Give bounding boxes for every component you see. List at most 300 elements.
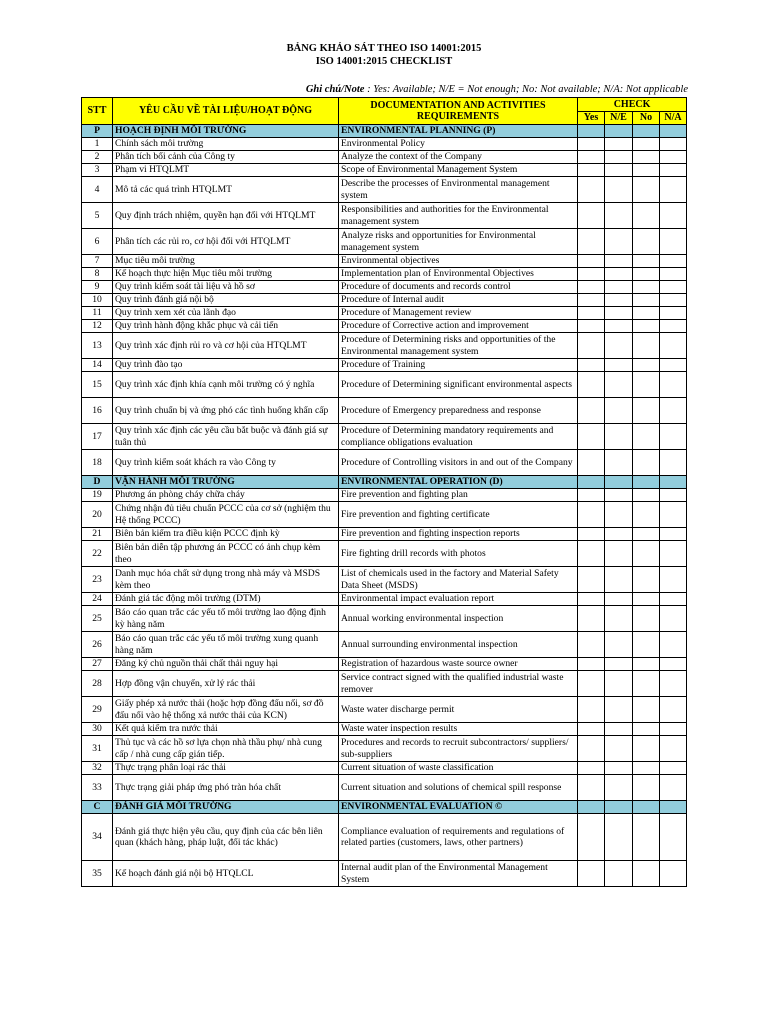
check-cell-no [633,671,660,697]
requirement-vi: HOẠCH ĐỊNH MÔI TRƯỜNG [113,125,339,138]
check-cell-yes [578,203,605,229]
row-number: 23 [82,567,113,593]
check-cell-ne [605,593,633,606]
check-cell-na [660,632,687,658]
check-cell-ne [605,203,633,229]
check-cell-no [633,164,660,177]
requirement-vi: Mục tiêu môi trường [113,255,339,268]
check-cell-yes [578,125,605,138]
requirement-vi: Quy trình xác định rủi ro và cơ hội của HTQLMT [113,333,339,359]
requirement-en: Fire prevention and fighting inspection reports [339,528,578,541]
check-cell-no [633,502,660,528]
table-row [82,632,687,658]
check-cell-ne [605,372,633,398]
requirement-en: Current situation of waste classification [339,762,578,775]
check-cell-na [660,476,687,489]
check-cell-na [660,333,687,359]
requirement-en: Procedure of Training [339,359,578,372]
check-cell-yes [578,671,605,697]
check-cell-no [633,476,660,489]
check-cell-yes [578,281,605,294]
row-number: 10 [82,294,113,307]
check-cell-yes [578,359,605,372]
check-cell-na [660,658,687,671]
check-cell-na [660,736,687,762]
check-cell-na [660,255,687,268]
check-cell-ne [605,320,633,333]
requirement-vi: Quy trình xác định các yêu cầu bắt buộc và đánh giá sự tuân thủ [113,424,339,450]
check-cell-no [633,255,660,268]
check-cell-ne [605,164,633,177]
check-cell-yes [578,736,605,762]
table-row [82,255,687,268]
check-cell-no [633,489,660,502]
table-row [82,177,687,203]
requirement-vi: Quy trình chuẩn bị và ứng phó các tình huống khẩn cấp [113,398,339,424]
check-cell-yes [578,632,605,658]
table-row [82,268,687,281]
section-row [82,801,687,814]
table-row [82,671,687,697]
check-cell-ne [605,138,633,151]
requirement-en: Responsibilities and authorities for the Environmental management system [339,203,578,229]
row-number: 2 [82,151,113,164]
row-number: 17 [82,424,113,450]
table-row [82,814,687,861]
requirement-vi: Đánh giá thực hiện yêu cầu, quy định của các bên liên quan (khách hàng, pháp luật, đối tác khác) [113,814,339,861]
check-cell-ne [605,528,633,541]
check-cell-na [660,541,687,567]
requirement-en: Fire fighting drill records with photos [339,541,578,567]
check-cell-ne [605,151,633,164]
check-cell-no [633,398,660,424]
row-number: 20 [82,502,113,528]
check-cell-na [660,125,687,138]
row-number: 16 [82,398,113,424]
check-cell-no [633,229,660,255]
requirement-vi: Chính sách môi trường [113,138,339,151]
table-row [82,736,687,762]
requirement-en: Analyze risks and opportunities for Environmental management system [339,229,578,255]
check-cell-na [660,294,687,307]
requirement-en: Fire prevention and fighting plan [339,489,578,502]
check-cell-na [660,398,687,424]
requirement-en: Procedure of Controlling visitors in and out of the Company [339,450,578,476]
requirement-en: Environmental objectives [339,255,578,268]
check-cell-na [660,801,687,814]
requirement-en: Annual working environmental inspection [339,606,578,632]
document-title-vi: BẢNG KHẢO SÁT THEO ISO 14001:2015 [286,43,482,54]
check-cell-ne [605,424,633,450]
requirement-vi: Kế hoạch thực hiện Mục tiêu môi trường [113,268,339,281]
requirement-vi: Giấy phép xả nước thải (hoặc hợp đồng đấu nối, sơ đồ đấu nối vào hệ thống xả nước thải của KCN) [113,697,339,723]
requirement-en: Compliance evaluation of requirements and regulations of related parties (customers, laws, other partners) [339,814,578,861]
row-number: 34 [82,814,113,861]
check-cell-na [660,762,687,775]
note-text: : Yes: Available; N/E = Not enough; No: Not available; N/A: Not applicable [364,84,688,95]
col-header-requirement-vi: YÊU CẦU VỀ TÀI LIỆU/HOẠT ĐỘNG [113,98,339,125]
row-number: 9 [82,281,113,294]
check-cell-no [633,606,660,632]
requirement-en: Internal audit plan of the Environmental Management System [339,861,578,887]
check-cell-no [633,138,660,151]
check-cell-yes [578,775,605,801]
row-number: 27 [82,658,113,671]
check-cell-na [660,268,687,281]
requirement-en: ENVIRONMENTAL PLANNING (P) [339,125,578,138]
check-cell-na [660,138,687,151]
section-row [82,125,687,138]
check-cell-ne [605,762,633,775]
requirement-vi: Kết quả kiểm tra nước thải [113,723,339,736]
check-cell-na [660,567,687,593]
check-cell-ne [605,632,633,658]
col-header-no: No [633,112,660,125]
legend-note [306,84,688,95]
check-cell-ne [605,359,633,372]
check-cell-no [633,333,660,359]
row-number: P [82,125,113,138]
table-row [82,567,687,593]
check-cell-yes [578,861,605,887]
check-cell-no [633,723,660,736]
check-cell-no [633,528,660,541]
check-cell-ne [605,255,633,268]
table-row [82,658,687,671]
check-cell-ne [605,697,633,723]
requirement-en: Procedure of Determining risks and opportunities of the Environmental management system [339,333,578,359]
requirement-en: Waste water discharge permit [339,697,578,723]
table-row [82,450,687,476]
table-row [82,333,687,359]
requirement-en: Environmental impact evaluation report [339,593,578,606]
requirement-vi: Hợp đồng vận chuyển, xử lý rác thải [113,671,339,697]
check-cell-no [633,775,660,801]
check-cell-ne [605,450,633,476]
check-cell-no [633,567,660,593]
check-cell-yes [578,814,605,861]
requirement-en: Procedure of Determining mandatory requirements and compliance obligations evaluation [339,424,578,450]
check-cell-ne [605,229,633,255]
check-cell-ne [605,658,633,671]
table-row [82,502,687,528]
requirement-vi: Đánh giá tác động môi trường (DTM) [113,593,339,606]
check-cell-na [660,528,687,541]
check-cell-no [633,450,660,476]
row-number: 29 [82,697,113,723]
check-cell-no [633,151,660,164]
check-cell-yes [578,723,605,736]
table-row [82,489,687,502]
check-cell-ne [605,489,633,502]
row-number: 3 [82,164,113,177]
row-number: 11 [82,307,113,320]
check-cell-yes [578,489,605,502]
table-row [82,528,687,541]
requirement-en: Analyze the context of the Company [339,151,578,164]
check-cell-no [633,177,660,203]
check-cell-no [633,203,660,229]
row-number: 32 [82,762,113,775]
check-cell-yes [578,307,605,320]
check-cell-yes [578,502,605,528]
check-cell-yes [578,294,605,307]
check-cell-ne [605,567,633,593]
check-cell-na [660,229,687,255]
check-cell-no [633,125,660,138]
requirement-en: Implementation plan of Environmental Objectives [339,268,578,281]
check-cell-yes [578,476,605,489]
requirement-en: Procedure of Internal audit [339,294,578,307]
check-cell-na [660,489,687,502]
table-row [82,294,687,307]
check-cell-yes [578,697,605,723]
requirement-vi: Phân tích các rủi ro, cơ hội đối với HTQLMT [113,229,339,255]
row-number: 28 [82,671,113,697]
table-row [82,861,687,887]
requirement-en: ENVIRONMENTAL OPERATION (D) [339,476,578,489]
requirement-vi: Báo cáo quan trắc các yếu tố môi trường lao động định kỳ hàng năm [113,606,339,632]
check-cell-no [633,697,660,723]
table-row [82,138,687,151]
check-cell-na [660,372,687,398]
requirement-vi: Quy trình đánh giá nội bộ [113,294,339,307]
row-number: 25 [82,606,113,632]
check-cell-yes [578,593,605,606]
col-header-check: CHECK [578,98,687,112]
check-cell-na [660,606,687,632]
row-number: 4 [82,177,113,203]
row-number: 14 [82,359,113,372]
check-cell-ne [605,307,633,320]
check-cell-na [660,723,687,736]
requirement-vi: Biên bản kiểm tra điều kiện PCCC định kỳ [113,528,339,541]
row-number: 7 [82,255,113,268]
row-number: 19 [82,489,113,502]
check-cell-ne [605,333,633,359]
check-cell-no [633,762,660,775]
row-number: D [82,476,113,489]
check-cell-no [633,736,660,762]
row-number: 15 [82,372,113,398]
table-row [82,697,687,723]
requirement-en: Registration of hazardous waste source owner [339,658,578,671]
row-number: 1 [82,138,113,151]
requirement-vi: Mô tả các quá trình HTQLMT [113,177,339,203]
requirement-en: Current situation and solutions of chemical spill response [339,775,578,801]
requirement-vi: Quy trình kiểm soát tài liệu và hồ sơ [113,281,339,294]
requirement-vi: ĐÁNH GIÁ MÔI TRƯỜNG [113,801,339,814]
check-cell-yes [578,762,605,775]
check-cell-no [633,658,660,671]
check-cell-ne [605,861,633,887]
check-cell-yes [578,151,605,164]
check-cell-ne [605,801,633,814]
col-header-ne: N/E [605,112,633,125]
check-cell-yes [578,255,605,268]
table-row [82,541,687,567]
check-cell-ne [605,398,633,424]
requirement-vi: Thực trạng phân loại rác thải [113,762,339,775]
check-cell-no [633,372,660,398]
section-row [82,476,687,489]
table-row [82,775,687,801]
note-label: Ghi chú/Note [305,84,365,95]
row-number: C [82,801,113,814]
row-number: 35 [82,861,113,887]
check-cell-na [660,697,687,723]
check-cell-yes [578,372,605,398]
table-row [82,164,687,177]
check-cell-no [633,281,660,294]
table-row [82,606,687,632]
check-cell-yes [578,658,605,671]
requirement-vi: Quy định trách nhiệm, quyền hạn đối với HTQLMT [113,203,339,229]
check-cell-na [660,164,687,177]
row-number: 5 [82,203,113,229]
requirement-vi: Biên bản diễn tập phương án PCCC có ảnh chụp kèm theo [113,541,339,567]
check-cell-no [633,632,660,658]
col-header-requirement-en: DOCUMENTATION AND ACTIVITIES REQUIREMENTS [339,98,578,125]
check-cell-yes [578,450,605,476]
row-number: 18 [82,450,113,476]
requirement-vi: Báo cáo quan trắc các yếu tố môi trường xung quanh hàng năm [113,632,339,658]
check-cell-no [633,541,660,567]
check-cell-na [660,203,687,229]
requirement-en: List of chemicals used in the factory and Material Safety Data Sheet (MSDS) [339,567,578,593]
requirement-en: ENVIRONMENTAL EVALUATION © [339,801,578,814]
requirement-vi: Phạm vi HTQLMT [113,164,339,177]
check-cell-no [633,593,660,606]
requirement-en: Service contract signed with the qualified industrial waste remover [339,671,578,697]
requirement-en: Procedure of documents and records control [339,281,578,294]
check-cell-ne [605,775,633,801]
requirement-en: Waste water inspection results [339,723,578,736]
check-cell-no [633,424,660,450]
check-cell-no [633,268,660,281]
check-cell-ne [605,294,633,307]
row-number: 24 [82,593,113,606]
requirement-vi: Kế hoạch đánh giá nội bộ HTQLCL [113,861,339,887]
requirement-en: Annual surrounding environmental inspection [339,632,578,658]
requirement-en: Procedures and records to recruit subcontractors/ suppliers/ sub-suppliers [339,736,578,762]
table-row [82,372,687,398]
check-cell-no [633,861,660,887]
check-cell-na [660,177,687,203]
requirement-en: Scope of Environmental Management System [339,164,578,177]
requirement-vi: Thực trạng giải pháp ứng phó tràn hóa chất [113,775,339,801]
row-number: 30 [82,723,113,736]
check-cell-na [660,814,687,861]
check-cell-na [660,307,687,320]
table-row [82,723,687,736]
check-cell-na [660,593,687,606]
check-cell-ne [605,723,633,736]
requirement-vi: Quy trình đào tạo [113,359,339,372]
check-cell-yes [578,541,605,567]
check-cell-yes [578,606,605,632]
requirement-en: Procedure of Emergency preparedness and response [339,398,578,424]
table-row [82,320,687,333]
row-number: 22 [82,541,113,567]
check-cell-ne [605,671,633,697]
check-cell-na [660,151,687,164]
row-number: 26 [82,632,113,658]
check-cell-ne [605,177,633,203]
requirement-en: Environmental Policy [339,138,578,151]
check-cell-ne [605,541,633,567]
row-number: 21 [82,528,113,541]
check-cell-no [633,294,660,307]
check-cell-na [660,424,687,450]
table-row [82,281,687,294]
check-cell-yes [578,398,605,424]
check-cell-no [633,359,660,372]
col-header-yes: Yes [578,112,605,125]
requirement-vi: Quy trình kiểm soát khách ra vào Công ty [113,450,339,476]
check-cell-ne [605,476,633,489]
table-row [82,593,687,606]
requirement-vi: Quy trình xem xét của lãnh đạo [113,307,339,320]
check-cell-yes [578,268,605,281]
check-cell-yes [578,801,605,814]
check-cell-ne [605,502,633,528]
requirement-en: Fire prevention and fighting certificate [339,502,578,528]
check-cell-no [633,307,660,320]
requirement-vi: Quy trình hành động khắc phục và cải tiến [113,320,339,333]
requirement-vi: VẬN HÀNH MÔI TRƯỜNG [113,476,339,489]
col-header-na: N/A [660,112,687,125]
check-cell-yes [578,229,605,255]
check-cell-ne [605,125,633,138]
check-cell-no [633,814,660,861]
row-number: 33 [82,775,113,801]
check-cell-yes [578,567,605,593]
table-row [82,307,687,320]
requirement-vi: Thủ tục và các hồ sơ lựa chọn nhà thầu phụ/ nhà cung cấp / nhà cung cấp gián tiếp. [113,736,339,762]
check-cell-yes [578,424,605,450]
table-row [82,203,687,229]
check-cell-ne [605,268,633,281]
check-cell-yes [578,138,605,151]
requirement-en: Procedure of Determining significant environmental aspects [339,372,578,398]
check-cell-na [660,359,687,372]
check-cell-ne [605,814,633,861]
requirement-vi: Danh mục hóa chất sử dụng trong nhà máy và MSDS kèm theo [113,567,339,593]
row-number: 13 [82,333,113,359]
check-cell-no [633,801,660,814]
requirement-vi: Đăng ký chủ nguồn thải chất thải nguy hại [113,658,339,671]
check-cell-na [660,671,687,697]
check-cell-na [660,320,687,333]
requirement-en: Procedure of Corrective action and improvement [339,320,578,333]
requirement-vi: Phân tích bối cảnh của Công ty [113,151,339,164]
table-row [82,762,687,775]
requirement-en: Describe the processes of Environmental management system [339,177,578,203]
table-row [82,424,687,450]
check-cell-na [660,775,687,801]
requirement-en: Procedure of Management review [339,307,578,320]
check-cell-ne [605,281,633,294]
requirement-vi: Chứng nhận đủ tiêu chuẩn PCCC của cơ sở (nghiệm thu Hệ thống PCCC) [113,502,339,528]
check-cell-yes [578,320,605,333]
check-cell-ne [605,606,633,632]
check-cell-yes [578,177,605,203]
requirement-vi: Phương án phòng cháy chữa cháy [113,489,339,502]
table-row [82,359,687,372]
checklist-table [81,97,687,887]
row-number: 12 [82,320,113,333]
